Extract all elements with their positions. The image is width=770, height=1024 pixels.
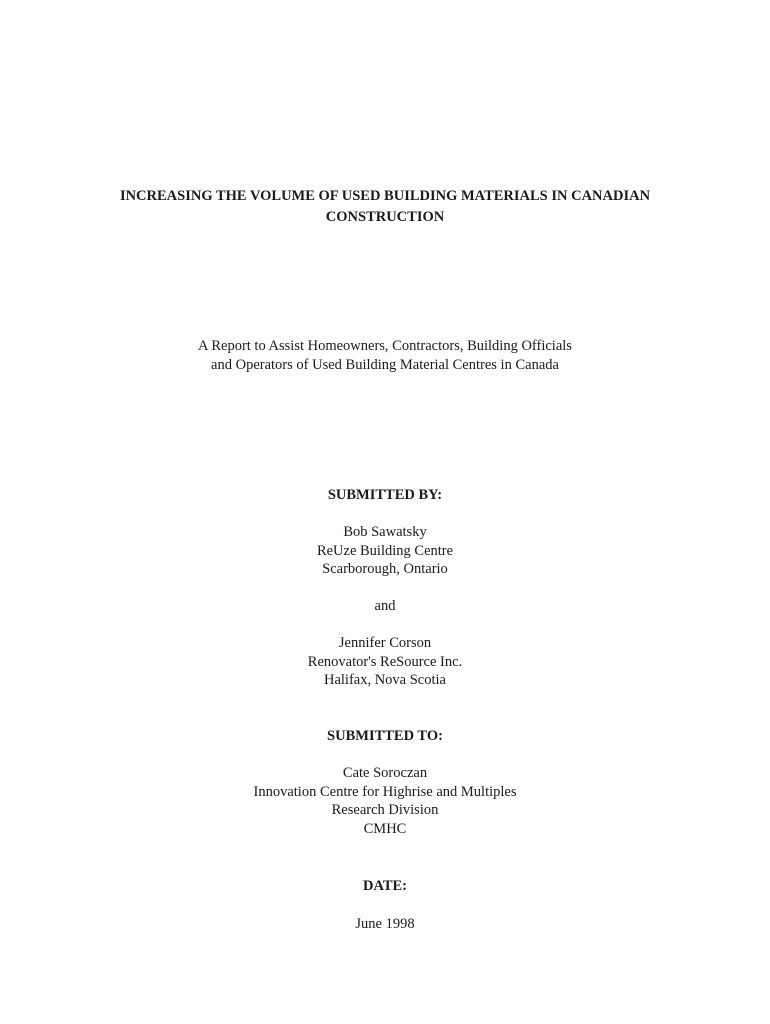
- date-heading: DATE:: [362, 878, 408, 894]
- author-1-block: [0, 523, 770, 579]
- report-subtitle: [0, 337, 770, 375]
- recipient-division: Research Division: [331, 802, 439, 818]
- author-1-organization: ReUze Building Centre: [316, 542, 454, 559]
- report-title-line-2: CONSTRUCTION: [325, 209, 445, 225]
- date-value: June 1998: [355, 916, 415, 932]
- recipient-name: Cate Soroczan: [342, 765, 428, 781]
- report-subtitle-line-2: and Operators of Used Building Material Centres in Canada: [211, 357, 559, 373]
- author-2-block: [0, 634, 770, 690]
- author-2-name: Jennifer Corson: [338, 635, 432, 651]
- recipient-agency: CMHC: [363, 820, 407, 837]
- submitted-by-heading: SUBMITTED BY:: [327, 487, 443, 503]
- report-title-line-1: INCREASING THE VOLUME OF USED BUILDING MATERIALS IN CANADIAN: [119, 188, 651, 204]
- author-1-name: Bob Sawatsky: [343, 524, 427, 540]
- author-2-location: Halifax, Nova Scotia: [323, 672, 446, 688]
- report-subtitle-line-1: A Report to Assist Homeowners, Contractors, Building Officials: [198, 338, 572, 354]
- submitted-to-heading: SUBMITTED TO:: [327, 728, 443, 744]
- report-title: [0, 186, 770, 228]
- author-1-location: Scarborough, Ontario: [322, 561, 448, 577]
- recipient-block: [0, 764, 770, 838]
- author-2-organization: Renovator's ReSource Inc.: [307, 653, 463, 670]
- recipient-centre: Innovation Centre for Highrise and Multiples: [253, 783, 517, 800]
- authors-conjunction: and: [374, 598, 396, 614]
